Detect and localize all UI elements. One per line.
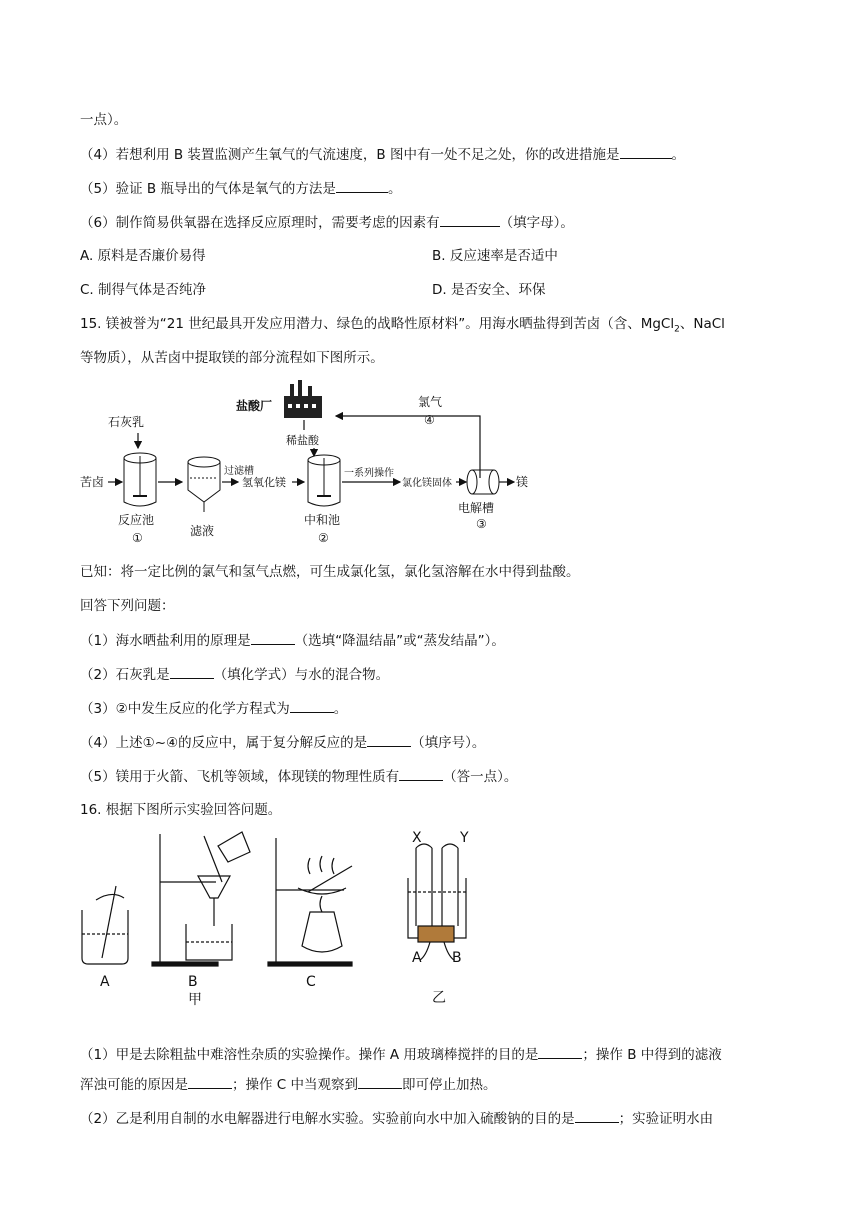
label-electrode-b: B [452, 950, 462, 966]
neutralizer-tank-icon [308, 455, 340, 506]
question-15-3: （3）②中发生反应的化学方程式为 。 [80, 698, 347, 719]
label-reactor: 反应池 [118, 513, 155, 527]
filtration-setup-icon [152, 832, 250, 966]
label-bittern: 苦卤 [80, 475, 105, 489]
answer-blank[interactable] [538, 1044, 582, 1059]
filter-tank-icon [188, 457, 220, 512]
label-a: A [100, 974, 110, 990]
answer-blank[interactable] [575, 1108, 619, 1123]
question-14-6: （6）制作简易供氧器在选择反应原理时，需要考虑的因素有 （填字母）。 [80, 212, 574, 233]
option-d: D. 是否安全、环保 [432, 282, 546, 298]
label-y: Y [460, 830, 469, 846]
label-x: X [412, 830, 422, 846]
known-info: 已知：将一定比例的氯气和氢气点燃，可生成氯化氢，氯化氢溶解在水中得到盐酸。 [80, 564, 580, 580]
label-mg: 镁 [516, 475, 529, 489]
answer-blank[interactable] [170, 664, 214, 679]
beaker-stirring-icon [82, 886, 128, 964]
evaporation-setup-icon [268, 838, 352, 966]
answer-blank[interactable] [358, 1074, 402, 1089]
electrolyzer-icon [467, 470, 499, 494]
label-series-ops: 一系列操作 [344, 468, 394, 479]
question-15-2: （2）石灰乳是 （填化学式）与水的混合物。 [80, 664, 389, 685]
label-circle-4: ④ [424, 413, 435, 427]
option-a: A. 原料是否廉价易得 [80, 248, 206, 264]
option-c: C. 制得气体是否纯净 [80, 282, 207, 298]
label-electrolyzer: 电解槽 [458, 501, 495, 515]
label-b: B [188, 974, 198, 990]
magnesium-flow-diagram [78, 378, 548, 548]
answer-blank[interactable] [188, 1074, 232, 1089]
label-filtrate: 滤液 [190, 524, 215, 538]
answer-blank[interactable] [251, 630, 295, 645]
question-16-stem: 16. 根据下图所示实验回答问题。 [80, 802, 282, 818]
label-circle-3: ③ [476, 517, 487, 531]
question-15-4: （4）上述①~④的反应中，属于复分解反应的是 （填序号）。 [80, 732, 485, 753]
question-16-1-cont: 浑浊可能的原因是 ；操作 C 中当观察到 即可停止加热。 [80, 1074, 497, 1095]
label-lime: 石灰乳 [108, 415, 145, 429]
label-c: C [306, 974, 316, 990]
answer-blank[interactable] [399, 766, 443, 781]
label-jia: 甲 [188, 992, 202, 1008]
label-mgcl-solid: 氯化镁固体 [402, 478, 452, 489]
label-electrode-a: A [412, 950, 422, 966]
answer-blank[interactable] [620, 144, 672, 159]
label-filter-tank: 过滤槽 [224, 466, 254, 477]
answer-blank[interactable] [290, 698, 334, 713]
label-circle-2: ② [318, 531, 329, 545]
factory-icon [284, 380, 322, 418]
question-14-4: （4）若想利用 B 装置监测产生氧气的气流速度，B 图中有一处不足之处，你的改进措施是 。 [80, 144, 685, 165]
label-mgoh: 氢氧化镁 [242, 476, 286, 489]
reactor-tank-icon [124, 453, 156, 506]
label-circle-1: ① [132, 531, 143, 545]
label-hcl-plant: 盐酸厂 [236, 399, 273, 413]
answer-prompt: 回答下列问题： [80, 598, 175, 614]
question-15-5: （5）镁用于火箭、飞机等领域，体现镁的物理性质有 （答一点）。 [80, 766, 517, 787]
answer-blank[interactable] [336, 178, 388, 193]
question-15-stem-2: 等物质），从苦卤中提取镁的部分流程如下图所示。 [80, 350, 384, 366]
answer-blank[interactable] [440, 212, 500, 227]
question-15-1: （1）海水晒盐利用的原理是 （选填“降温结晶”或“蒸发结晶”）。 [80, 630, 505, 651]
label-neutralizer: 中和池 [304, 513, 341, 527]
label-chlorine: 氯气 [418, 395, 443, 409]
answer-blank[interactable] [367, 732, 411, 747]
question-14-5: （5）验证 B 瓶导出的气体是氧气的方法是 。 [80, 178, 401, 199]
text-line: 一点）。 [80, 112, 128, 128]
label-yi: 乙 [432, 990, 446, 1006]
electrolysis-apparatus-icon [408, 844, 466, 960]
lab-apparatus-figure [72, 826, 502, 1046]
question-15-stem: 15. 镁被誉为“21 世纪最具开发应用潜力、绿色的战略性原材料”。用海水晒盐得到苦卤（含、MgCl$_2$、NaCl [80, 316, 725, 335]
label-dilute-hcl: 稀盐酸 [286, 434, 319, 447]
option-b: B. 反应速率是否适中 [432, 248, 558, 264]
question-16-1: （1）甲是去除粗盐中难溶性杂质的实验操作。操作 A 用玻璃棒搅拌的目的是 ；操作 B 中得到的滤液 [80, 1044, 722, 1065]
question-16-2: （2）乙是利用自制的水电解器进行电解水实验。实验前向水中加入硫酸钠的目的是 ；实验证明水由 [80, 1108, 713, 1129]
